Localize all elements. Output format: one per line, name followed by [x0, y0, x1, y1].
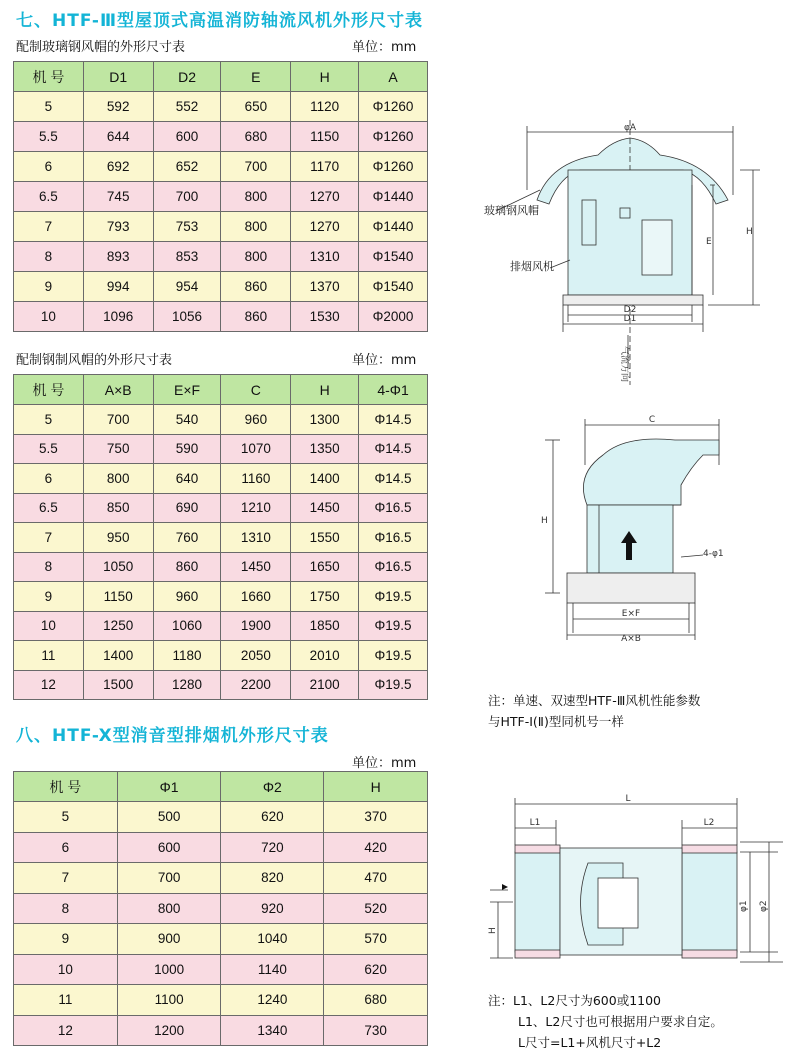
table-cell: 800: [117, 893, 221, 924]
table-cell: 500: [117, 802, 221, 833]
table-cell: 960: [153, 582, 221, 612]
table-cell: 1170: [291, 152, 359, 182]
table-cell: 1530: [291, 302, 359, 332]
silencer-fan-diagram: [478, 790, 788, 985]
table2-caption: 配制钢制风帽的外形尺寸表: [16, 353, 173, 368]
table-cell: 700: [83, 405, 153, 435]
table-cell: 950: [83, 523, 153, 553]
column-header: H: [324, 772, 428, 802]
column-header: Φ2: [221, 772, 324, 802]
table-cell: 9: [14, 582, 84, 612]
table-cell: 2010: [291, 641, 359, 671]
dim-H3: H: [488, 927, 498, 934]
table-cell: 650: [221, 92, 291, 122]
table-cell: 700: [153, 182, 221, 212]
table-cell: 552: [153, 92, 221, 122]
table-cell: 730: [324, 1015, 428, 1046]
table-cell: Φ16.5: [359, 493, 428, 523]
table-cell: 700: [117, 863, 221, 894]
table-row: [14, 1015, 428, 1046]
table-cell: 7: [14, 212, 84, 242]
table-cell: Φ19.5: [359, 641, 428, 671]
table-row: [14, 92, 428, 122]
table-cell: 1056: [153, 302, 221, 332]
table-cell: 893: [83, 242, 153, 272]
table-cell: 620: [324, 954, 428, 985]
table-cell: 1400: [291, 464, 359, 494]
table-cell: 800: [221, 212, 291, 242]
table-cell: 6: [14, 464, 84, 494]
section8-title: 八、HTF-X型消音型排烟机外形尺寸表: [16, 726, 329, 746]
table-cell: 600: [117, 832, 221, 863]
table-cell: 540: [153, 405, 221, 435]
table-row: [14, 523, 428, 553]
table3: [13, 771, 428, 1046]
table-cell: Φ1260: [359, 122, 428, 152]
table-cell: 1180: [153, 641, 221, 671]
table-cell: 2200: [221, 670, 291, 700]
table-cell: 620: [221, 802, 324, 833]
column-header: D2: [153, 62, 221, 92]
dim-H2: H: [541, 516, 548, 526]
table-cell: 6.5: [14, 493, 84, 523]
table-cell: 850: [83, 493, 153, 523]
table-cell: 644: [83, 122, 153, 152]
table-row: [14, 985, 428, 1016]
steel-cap-diagram: [525, 405, 740, 645]
table-cell: 8: [14, 242, 84, 272]
table-cell: 860: [221, 302, 291, 332]
table-cell: 1350: [291, 434, 359, 464]
table-cell: 6: [14, 832, 118, 863]
column-header: A: [359, 62, 428, 92]
airflow-label: 气流方向: [619, 346, 629, 383]
table-cell: 1140: [221, 954, 324, 985]
table-row: [14, 464, 428, 494]
table1-unit: 单位：mm: [352, 40, 417, 55]
table-cell: 9: [14, 272, 84, 302]
table-cell: 1200: [117, 1015, 221, 1046]
table-cell: 5: [14, 92, 84, 122]
table-cell: 1500: [83, 670, 153, 700]
table-cell: 860: [221, 272, 291, 302]
table-cell: 1900: [221, 611, 291, 641]
table-cell: 1280: [153, 670, 221, 700]
table-cell: 1550: [291, 523, 359, 553]
table-cell: 1400: [83, 641, 153, 671]
table-row: [14, 405, 428, 435]
table-cell: 420: [324, 832, 428, 863]
table-cell: 1270: [291, 212, 359, 242]
table-cell: 600: [153, 122, 221, 152]
table-cell: 1050: [83, 552, 153, 582]
dim-L1: L1: [529, 818, 541, 828]
table-cell: Φ19.5: [359, 582, 428, 612]
dim-phi1: φ1: [739, 900, 749, 912]
table-cell: Φ1540: [359, 242, 428, 272]
table-cell: 800: [221, 242, 291, 272]
table-row: [14, 611, 428, 641]
table-row: [14, 434, 428, 464]
table2-unit: 单位：mm: [352, 353, 417, 368]
column-header: E×F: [153, 375, 221, 405]
table-cell: 820: [221, 863, 324, 894]
table-cell: 954: [153, 272, 221, 302]
table-cell: Φ14.5: [359, 464, 428, 494]
table-cell: 994: [83, 272, 153, 302]
table-cell: 800: [83, 464, 153, 494]
table1-caption: 配制玻璃钢风帽的外形尺寸表: [16, 40, 186, 55]
table-cell: 960: [221, 405, 291, 435]
table-cell: 1310: [221, 523, 291, 553]
column-header: Φ1: [117, 772, 221, 802]
table-cell: 692: [83, 152, 153, 182]
table-cell: 1160: [221, 464, 291, 494]
column-header: E: [221, 62, 291, 92]
table-cell: 12: [14, 670, 84, 700]
table-row: [14, 670, 428, 700]
table-cell: 680: [324, 985, 428, 1016]
note-section8: 注：L1、L2尺寸为600或1100 L1、L2尺寸也可根据用户要求自定。 L尺寸=L1+风机尺寸+L2: [488, 993, 723, 1050]
fan-cap-diagram: [470, 110, 790, 390]
table-cell: 10: [14, 302, 84, 332]
table-cell: 5: [14, 802, 118, 833]
table-cell: 1750: [291, 582, 359, 612]
table-cell: Φ1260: [359, 152, 428, 182]
table-cell: 10: [14, 954, 118, 985]
table-cell: 1270: [291, 182, 359, 212]
table-cell: 1650: [291, 552, 359, 582]
column-header: C: [221, 375, 291, 405]
table-row: [14, 954, 428, 985]
table-cell: Φ1440: [359, 212, 428, 242]
table-cell: 640: [153, 464, 221, 494]
dim-D2: D2: [623, 305, 637, 315]
table-cell: 853: [153, 242, 221, 272]
table-cell: 1120: [291, 92, 359, 122]
table-cell: 8: [14, 893, 118, 924]
table-cell: 1370: [291, 272, 359, 302]
table-row: [14, 212, 428, 242]
table-row: [14, 552, 428, 582]
table-row: [14, 802, 428, 833]
table-cell: 1340: [221, 1015, 324, 1046]
table-cell: 1450: [291, 493, 359, 523]
column-header: A×B: [83, 375, 153, 405]
column-header: H: [291, 62, 359, 92]
table1: [13, 61, 428, 332]
table-cell: Φ1440: [359, 182, 428, 212]
table-cell: 1250: [83, 611, 153, 641]
table-cell: Φ16.5: [359, 552, 428, 582]
table-cell: 1240: [221, 985, 324, 1016]
table-cell: 1150: [291, 122, 359, 152]
table-cell: 370: [324, 802, 428, 833]
note-section7: 注：单速、双速型HTF-Ⅲ风机性能参数 与HTF-Ⅰ(Ⅱ)型同机号一样: [488, 693, 701, 729]
dim-ExF: E×F: [621, 609, 641, 619]
table-cell: 590: [153, 434, 221, 464]
table-row: [14, 582, 428, 612]
table-cell: 920: [221, 893, 324, 924]
table-cell: 720: [221, 832, 324, 863]
table3-unit: 单位：mm: [352, 756, 417, 771]
column-header: 4-Φ1: [359, 375, 428, 405]
table-cell: 745: [83, 182, 153, 212]
table-cell: 11: [14, 985, 118, 1016]
table-cell: 690: [153, 493, 221, 523]
table-cell: Φ14.5: [359, 434, 428, 464]
table-row: [14, 924, 428, 955]
table-cell: 1040: [221, 924, 324, 955]
table-row: [14, 832, 428, 863]
fan-label: 排烟风机: [510, 260, 554, 273]
table-cell: 5: [14, 405, 84, 435]
table-row: [14, 493, 428, 523]
table-row: [14, 122, 428, 152]
table-cell: 1660: [221, 582, 291, 612]
section7-title: 七、HTF-Ⅲ型屋顶式高温消防轴流风机外形尺寸表: [16, 11, 424, 31]
table-cell: 1310: [291, 242, 359, 272]
table-cell: 5.5: [14, 434, 84, 464]
table-cell: 753: [153, 212, 221, 242]
table-cell: 1450: [221, 552, 291, 582]
column-header: 机 号: [14, 62, 84, 92]
table-cell: 700: [221, 152, 291, 182]
table-row: [14, 302, 428, 332]
table-cell: 12: [14, 1015, 118, 1046]
table-cell: 7: [14, 863, 118, 894]
table-cell: 1070: [221, 434, 291, 464]
table-cell: 860: [153, 552, 221, 582]
table-cell: 900: [117, 924, 221, 955]
table-row: [14, 182, 428, 212]
table-cell: 10: [14, 611, 84, 641]
table-cell: 652: [153, 152, 221, 182]
dim-D1: D1: [623, 314, 637, 324]
table-cell: Φ16.5: [359, 523, 428, 553]
table-row: [14, 641, 428, 671]
table2: [13, 374, 428, 700]
table-cell: Φ1540: [359, 272, 428, 302]
table-row: [14, 152, 428, 182]
column-header: 机 号: [14, 375, 84, 405]
table-cell: 592: [83, 92, 153, 122]
table-cell: 7: [14, 523, 84, 553]
table-cell: 1096: [83, 302, 153, 332]
table-cell: 750: [83, 434, 153, 464]
table-cell: 8: [14, 552, 84, 582]
table-cell: Φ1260: [359, 92, 428, 122]
table-row: [14, 242, 428, 272]
table-cell: 2050: [221, 641, 291, 671]
table-cell: 1850: [291, 611, 359, 641]
table-cell: 11: [14, 641, 84, 671]
dim-E: E: [706, 237, 712, 247]
table-row: [14, 893, 428, 924]
table-cell: 1300: [291, 405, 359, 435]
dim-phiA: φA: [623, 123, 637, 133]
table-cell: 1000: [117, 954, 221, 985]
table-cell: Φ19.5: [359, 611, 428, 641]
table-cell: 9: [14, 924, 118, 955]
glass-cap-label: 玻璃钢风帽: [484, 204, 539, 217]
dim-phi2: φ2: [759, 900, 769, 912]
table-cell: 2100: [291, 670, 359, 700]
dim-C: C: [648, 415, 656, 425]
table-cell: 680: [221, 122, 291, 152]
table-cell: 1060: [153, 611, 221, 641]
dim-L2: L2: [703, 818, 715, 828]
table-cell: 800: [221, 182, 291, 212]
table-cell: 1100: [117, 985, 221, 1016]
table-cell: Φ2000: [359, 302, 428, 332]
table-cell: 570: [324, 924, 428, 955]
table-cell: 1210: [221, 493, 291, 523]
column-header: D1: [83, 62, 153, 92]
table-row: [14, 863, 428, 894]
column-header: H: [291, 375, 359, 405]
table-cell: 520: [324, 893, 428, 924]
table-cell: 1150: [83, 582, 153, 612]
table-cell: 5.5: [14, 122, 84, 152]
column-header: 机 号: [14, 772, 118, 802]
dim-H: H: [746, 227, 753, 237]
table-cell: Φ14.5: [359, 405, 428, 435]
table-cell: 6: [14, 152, 84, 182]
dim-holes: 4-φ1: [703, 549, 724, 559]
table-cell: Φ19.5: [359, 670, 428, 700]
table-row: [14, 272, 428, 302]
table-cell: 793: [83, 212, 153, 242]
table-cell: 760: [153, 523, 221, 553]
table-cell: 470: [324, 863, 428, 894]
dim-L: L: [625, 794, 631, 804]
dim-AxB: A×B: [621, 634, 641, 644]
table-cell: 6.5: [14, 182, 84, 212]
